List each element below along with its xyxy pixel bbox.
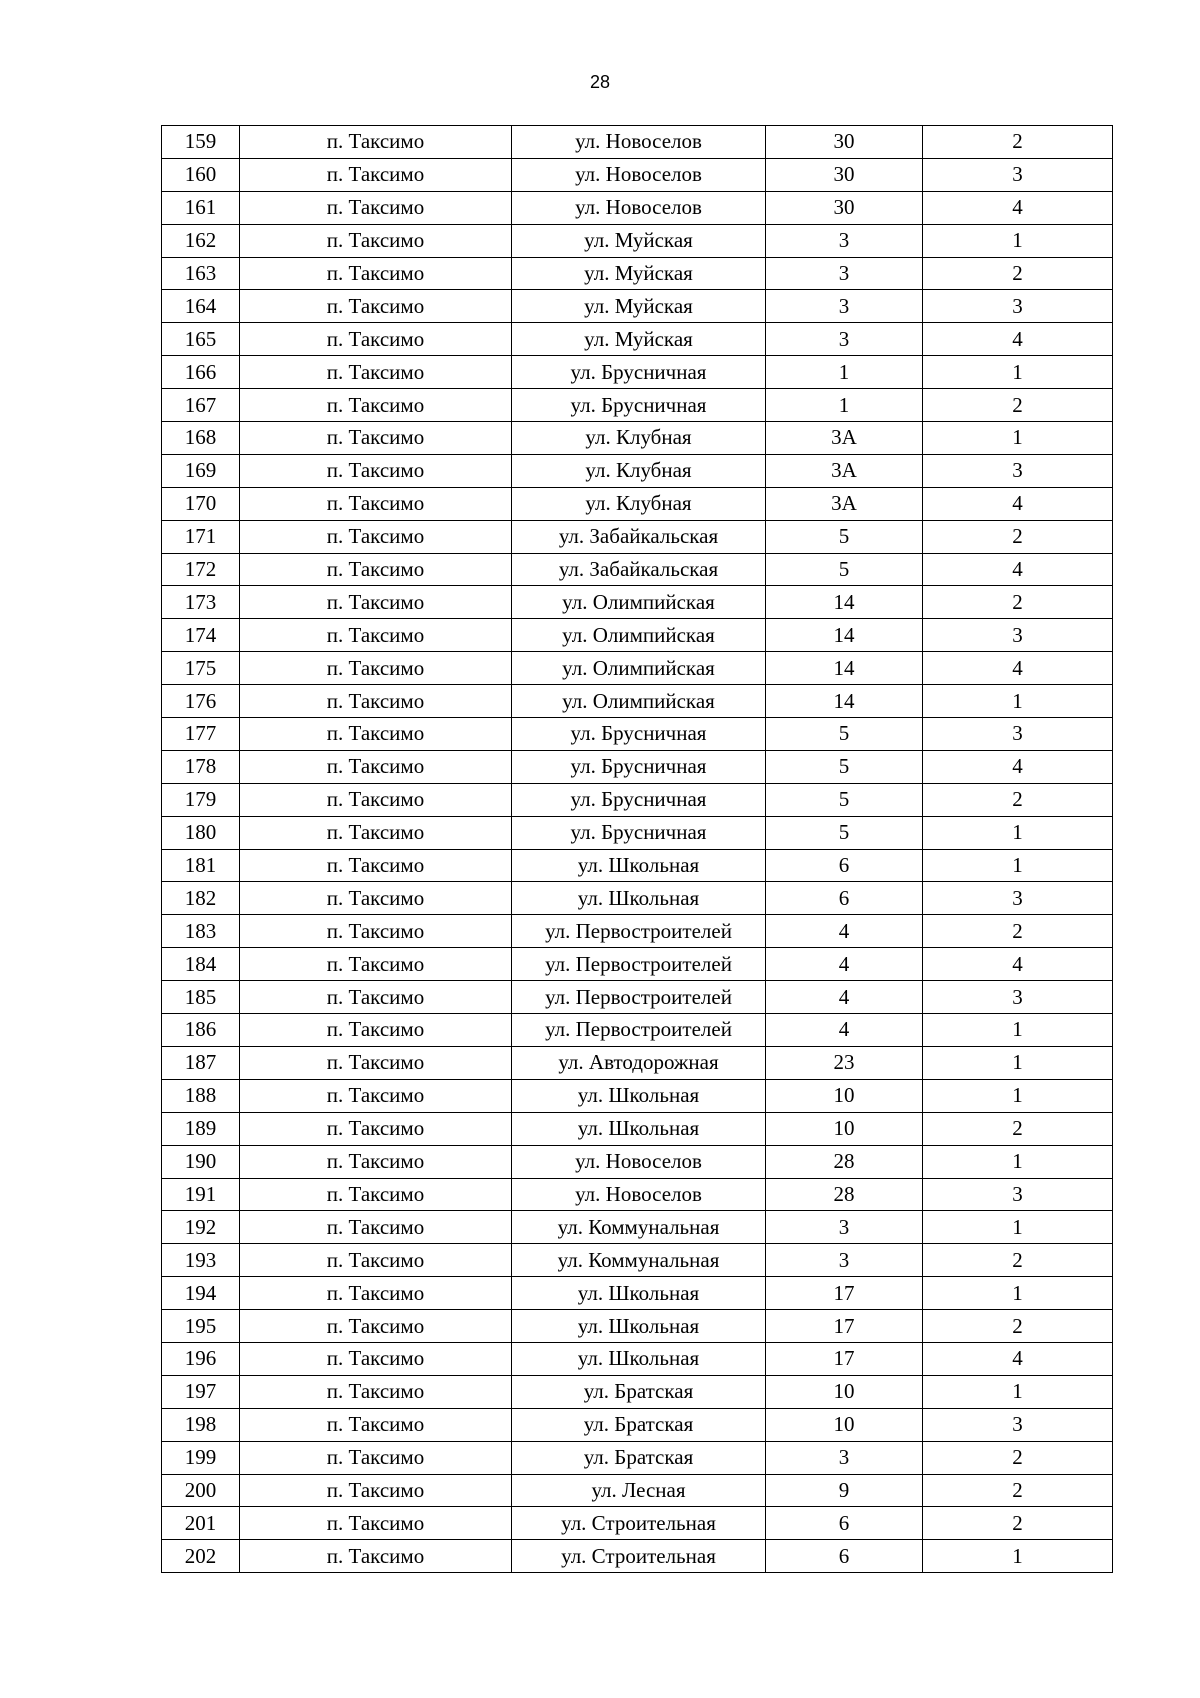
street-cell: ул. Первостроителей — [512, 981, 766, 1014]
house-number-cell: 1 — [766, 389, 923, 422]
street-cell: ул. Строительная — [512, 1507, 766, 1540]
table-row — [162, 224, 1113, 257]
house-number-cell: 6 — [766, 849, 923, 882]
house-number-cell: 3 — [766, 1244, 923, 1277]
row-number-cell: 164 — [162, 290, 240, 323]
row-number-cell: 168 — [162, 422, 240, 455]
settlement-cell: п. Таксимо — [240, 224, 512, 257]
settlement-cell: п. Таксимо — [240, 1441, 512, 1474]
row-number-cell: 176 — [162, 685, 240, 718]
table-row — [162, 619, 1113, 652]
row-number-cell: 173 — [162, 586, 240, 619]
settlement-cell: п. Таксимо — [240, 849, 512, 882]
table-row — [162, 586, 1113, 619]
settlement-cell: п. Таксимо — [240, 487, 512, 520]
settlement-cell: п. Таксимо — [240, 1244, 512, 1277]
settlement-cell: п. Таксимо — [240, 1310, 512, 1343]
table-row — [162, 1046, 1113, 1079]
street-cell: ул. Муйская — [512, 323, 766, 356]
table-row — [162, 783, 1113, 816]
street-cell: ул. Новоселов — [512, 158, 766, 191]
house-number-cell: 14 — [766, 685, 923, 718]
apartment-number-cell: 4 — [923, 487, 1113, 520]
house-number-cell: 4 — [766, 915, 923, 948]
row-number-cell: 174 — [162, 619, 240, 652]
settlement-cell: п. Таксимо — [240, 652, 512, 685]
row-number-cell: 180 — [162, 816, 240, 849]
row-number-cell: 172 — [162, 553, 240, 586]
house-number-cell: 14 — [766, 652, 923, 685]
table-row — [162, 356, 1113, 389]
house-number-cell: 5 — [766, 750, 923, 783]
street-cell: ул. Строительная — [512, 1540, 766, 1573]
house-number-cell: 10 — [766, 1079, 923, 1112]
table-row — [162, 126, 1113, 159]
settlement-cell: п. Таксимо — [240, 520, 512, 553]
table-row — [162, 948, 1113, 981]
apartment-number-cell: 1 — [923, 1277, 1113, 1310]
house-number-cell: 14 — [766, 619, 923, 652]
street-cell: ул. Лесная — [512, 1474, 766, 1507]
table-row — [162, 389, 1113, 422]
row-number-cell: 202 — [162, 1540, 240, 1573]
house-number-cell: 6 — [766, 882, 923, 915]
apartment-number-cell: 1 — [923, 1540, 1113, 1573]
street-cell: ул. Новоселов — [512, 191, 766, 224]
table-row — [162, 454, 1113, 487]
table-row — [162, 882, 1113, 915]
apartment-number-cell: 3 — [923, 290, 1113, 323]
row-number-cell: 191 — [162, 1178, 240, 1211]
street-cell: ул. Брусничная — [512, 389, 766, 422]
street-cell: ул. Муйская — [512, 290, 766, 323]
apartment-number-cell: 2 — [923, 586, 1113, 619]
house-number-cell: 5 — [766, 553, 923, 586]
apartment-number-cell: 3 — [923, 1408, 1113, 1441]
street-cell: ул. Школьная — [512, 1342, 766, 1375]
row-number-cell: 177 — [162, 718, 240, 751]
street-cell: ул. Новоселов — [512, 126, 766, 159]
apartment-number-cell: 1 — [923, 685, 1113, 718]
street-cell: ул. Коммунальная — [512, 1211, 766, 1244]
street-cell: ул. Школьная — [512, 1079, 766, 1112]
street-cell: ул. Автодорожная — [512, 1046, 766, 1079]
apartment-number-cell: 2 — [923, 1310, 1113, 1343]
table-row — [162, 1178, 1113, 1211]
settlement-cell: п. Таксимо — [240, 619, 512, 652]
house-number-cell: 17 — [766, 1310, 923, 1343]
table-row — [162, 1408, 1113, 1441]
apartment-number-cell: 1 — [923, 816, 1113, 849]
street-cell: ул. Олимпийская — [512, 619, 766, 652]
house-number-cell: 10 — [766, 1112, 923, 1145]
row-number-cell: 199 — [162, 1441, 240, 1474]
apartment-number-cell: 2 — [923, 389, 1113, 422]
table-row — [162, 1277, 1113, 1310]
row-number-cell: 195 — [162, 1310, 240, 1343]
settlement-cell: п. Таксимо — [240, 1145, 512, 1178]
table-row — [162, 1441, 1113, 1474]
street-cell: ул. Клубная — [512, 454, 766, 487]
table-row — [162, 1014, 1113, 1047]
street-cell: ул. Новоселов — [512, 1145, 766, 1178]
apartment-number-cell: 1 — [923, 224, 1113, 257]
settlement-cell: п. Таксимо — [240, 1507, 512, 1540]
table-row — [162, 718, 1113, 751]
house-number-cell: 28 — [766, 1178, 923, 1211]
apartment-number-cell: 2 — [923, 915, 1113, 948]
table-row — [162, 915, 1113, 948]
apartment-number-cell: 1 — [923, 1046, 1113, 1079]
table-row — [162, 685, 1113, 718]
settlement-cell: п. Таксимо — [240, 882, 512, 915]
street-cell: ул. Коммунальная — [512, 1244, 766, 1277]
street-cell: ул. Забайкальская — [512, 520, 766, 553]
row-number-cell: 182 — [162, 882, 240, 915]
house-number-cell: 3 — [766, 257, 923, 290]
table-row — [162, 422, 1113, 455]
table-row — [162, 1507, 1113, 1540]
settlement-cell: п. Таксимо — [240, 1540, 512, 1573]
apartment-number-cell: 2 — [923, 126, 1113, 159]
house-number-cell: 6 — [766, 1507, 923, 1540]
row-number-cell: 185 — [162, 981, 240, 1014]
street-cell: ул. Школьная — [512, 849, 766, 882]
settlement-cell: п. Таксимо — [240, 257, 512, 290]
house-number-cell: 5 — [766, 520, 923, 553]
apartment-number-cell: 4 — [923, 191, 1113, 224]
settlement-cell: п. Таксимо — [240, 1112, 512, 1145]
street-cell: ул. Первостроителей — [512, 915, 766, 948]
table-row — [162, 1211, 1113, 1244]
table-row — [162, 816, 1113, 849]
apartment-number-cell: 3 — [923, 158, 1113, 191]
house-number-cell: 6 — [766, 1540, 923, 1573]
apartment-number-cell: 1 — [923, 356, 1113, 389]
settlement-cell: п. Таксимо — [240, 1474, 512, 1507]
house-number-cell: 4 — [766, 948, 923, 981]
row-number-cell: 165 — [162, 323, 240, 356]
house-number-cell: 9 — [766, 1474, 923, 1507]
table-row — [162, 849, 1113, 882]
row-number-cell: 192 — [162, 1211, 240, 1244]
apartment-number-cell: 2 — [923, 1474, 1113, 1507]
row-number-cell: 194 — [162, 1277, 240, 1310]
row-number-cell: 189 — [162, 1112, 240, 1145]
house-number-cell: 5 — [766, 718, 923, 751]
settlement-cell: п. Таксимо — [240, 1178, 512, 1211]
house-number-cell: 5 — [766, 783, 923, 816]
apartment-number-cell: 1 — [923, 849, 1113, 882]
row-number-cell: 167 — [162, 389, 240, 422]
row-number-cell: 183 — [162, 915, 240, 948]
table-row — [162, 1145, 1113, 1178]
street-cell: ул. Первостроителей — [512, 948, 766, 981]
table-row — [162, 323, 1113, 356]
row-number-cell: 198 — [162, 1408, 240, 1441]
settlement-cell: п. Таксимо — [240, 454, 512, 487]
row-number-cell: 193 — [162, 1244, 240, 1277]
row-number-cell: 184 — [162, 948, 240, 981]
table-row — [162, 1244, 1113, 1277]
settlement-cell: п. Таксимо — [240, 191, 512, 224]
settlement-cell: п. Таксимо — [240, 1342, 512, 1375]
settlement-cell: п. Таксимо — [240, 750, 512, 783]
apartment-number-cell: 4 — [923, 750, 1113, 783]
apartment-number-cell: 3 — [923, 981, 1113, 1014]
row-number-cell: 169 — [162, 454, 240, 487]
street-cell: ул. Клубная — [512, 487, 766, 520]
row-number-cell: 166 — [162, 356, 240, 389]
address-table — [161, 125, 1113, 1573]
street-cell: ул. Брусничная — [512, 783, 766, 816]
apartment-number-cell: 2 — [923, 257, 1113, 290]
apartment-number-cell: 1 — [923, 1375, 1113, 1408]
apartment-number-cell: 2 — [923, 1507, 1113, 1540]
row-number-cell: 201 — [162, 1507, 240, 1540]
house-number-cell: 30 — [766, 158, 923, 191]
street-cell: ул. Брусничная — [512, 356, 766, 389]
apartment-number-cell: 2 — [923, 1112, 1113, 1145]
street-cell: ул. Муйская — [512, 224, 766, 257]
street-cell: ул. Школьная — [512, 1277, 766, 1310]
row-number-cell: 179 — [162, 783, 240, 816]
settlement-cell: п. Таксимо — [240, 816, 512, 849]
settlement-cell: п. Таксимо — [240, 389, 512, 422]
house-number-cell: 10 — [766, 1375, 923, 1408]
settlement-cell: п. Таксимо — [240, 685, 512, 718]
house-number-cell: 30 — [766, 191, 923, 224]
settlement-cell: п. Таксимо — [240, 981, 512, 1014]
row-number-cell: 188 — [162, 1079, 240, 1112]
table-row — [162, 750, 1113, 783]
table-row — [162, 1540, 1113, 1573]
apartment-number-cell: 1 — [923, 1014, 1113, 1047]
row-number-cell: 190 — [162, 1145, 240, 1178]
street-cell: ул. Забайкальская — [512, 553, 766, 586]
house-number-cell: 17 — [766, 1277, 923, 1310]
house-number-cell: 10 — [766, 1408, 923, 1441]
row-number-cell: 170 — [162, 487, 240, 520]
street-cell: ул. Братская — [512, 1408, 766, 1441]
street-cell: ул. Первостроителей — [512, 1014, 766, 1047]
table-row — [162, 1112, 1113, 1145]
table-row — [162, 290, 1113, 323]
street-cell: ул. Брусничная — [512, 750, 766, 783]
house-number-cell: 3А — [766, 487, 923, 520]
settlement-cell: п. Таксимо — [240, 1079, 512, 1112]
settlement-cell: п. Таксимо — [240, 422, 512, 455]
apartment-number-cell: 4 — [923, 652, 1113, 685]
table-row — [162, 1474, 1113, 1507]
row-number-cell: 171 — [162, 520, 240, 553]
house-number-cell: 3 — [766, 1441, 923, 1474]
apartment-number-cell: 4 — [923, 553, 1113, 586]
row-number-cell: 187 — [162, 1046, 240, 1079]
apartment-number-cell: 3 — [923, 619, 1113, 652]
house-number-cell: 3 — [766, 1211, 923, 1244]
table-row — [162, 1310, 1113, 1343]
settlement-cell: п. Таксимо — [240, 915, 512, 948]
apartment-number-cell: 3 — [923, 882, 1113, 915]
table-row — [162, 520, 1113, 553]
apartment-number-cell: 1 — [923, 1079, 1113, 1112]
row-number-cell: 200 — [162, 1474, 240, 1507]
apartment-number-cell: 4 — [923, 323, 1113, 356]
table-row — [162, 1079, 1113, 1112]
settlement-cell: п. Таксимо — [240, 323, 512, 356]
settlement-cell: п. Таксимо — [240, 1408, 512, 1441]
row-number-cell: 159 — [162, 126, 240, 159]
row-number-cell: 161 — [162, 191, 240, 224]
apartment-number-cell: 1 — [923, 422, 1113, 455]
settlement-cell: п. Таксимо — [240, 1277, 512, 1310]
house-number-cell: 30 — [766, 126, 923, 159]
house-number-cell: 4 — [766, 1014, 923, 1047]
street-cell: ул. Школьная — [512, 882, 766, 915]
table-row — [162, 1375, 1113, 1408]
table-row — [162, 487, 1113, 520]
house-number-cell: 17 — [766, 1342, 923, 1375]
apartment-number-cell: 3 — [923, 1178, 1113, 1211]
settlement-cell: п. Таксимо — [240, 1014, 512, 1047]
row-number-cell: 196 — [162, 1342, 240, 1375]
house-number-cell: 3 — [766, 224, 923, 257]
apartment-number-cell: 2 — [923, 783, 1113, 816]
house-number-cell: 3А — [766, 422, 923, 455]
house-number-cell: 23 — [766, 1046, 923, 1079]
settlement-cell: п. Таксимо — [240, 1375, 512, 1408]
street-cell: ул. Братская — [512, 1375, 766, 1408]
row-number-cell: 163 — [162, 257, 240, 290]
settlement-cell: п. Таксимо — [240, 718, 512, 751]
row-number-cell: 162 — [162, 224, 240, 257]
house-number-cell: 28 — [766, 1145, 923, 1178]
settlement-cell: п. Таксимо — [240, 783, 512, 816]
settlement-cell: п. Таксимо — [240, 1046, 512, 1079]
address-table-body — [162, 126, 1113, 1573]
settlement-cell: п. Таксимо — [240, 126, 512, 159]
apartment-number-cell: 2 — [923, 1244, 1113, 1277]
settlement-cell: п. Таксимо — [240, 1211, 512, 1244]
row-number-cell: 178 — [162, 750, 240, 783]
table-row — [162, 257, 1113, 290]
settlement-cell: п. Таксимо — [240, 356, 512, 389]
street-cell: ул. Новоселов — [512, 1178, 766, 1211]
table-row — [162, 981, 1113, 1014]
row-number-cell: 160 — [162, 158, 240, 191]
apartment-number-cell: 2 — [923, 520, 1113, 553]
apartment-number-cell: 4 — [923, 1342, 1113, 1375]
apartment-number-cell: 1 — [923, 1145, 1113, 1178]
apartment-number-cell: 4 — [923, 948, 1113, 981]
apartment-number-cell: 1 — [923, 1211, 1113, 1244]
street-cell: ул. Школьная — [512, 1310, 766, 1343]
house-number-cell: 3 — [766, 323, 923, 356]
apartment-number-cell: 3 — [923, 718, 1113, 751]
street-cell: ул. Олимпийская — [512, 685, 766, 718]
settlement-cell: п. Таксимо — [240, 553, 512, 586]
table-row — [162, 553, 1113, 586]
page-number: 28 — [589, 72, 611, 92]
street-cell: ул. Клубная — [512, 422, 766, 455]
apartment-number-cell: 3 — [923, 454, 1113, 487]
house-number-cell: 1 — [766, 356, 923, 389]
house-number-cell: 14 — [766, 586, 923, 619]
table-row — [162, 1342, 1113, 1375]
row-number-cell: 181 — [162, 849, 240, 882]
street-cell: ул. Школьная — [512, 1112, 766, 1145]
apartment-number-cell: 2 — [923, 1441, 1113, 1474]
row-number-cell: 175 — [162, 652, 240, 685]
settlement-cell: п. Таксимо — [240, 948, 512, 981]
table-row — [162, 191, 1113, 224]
street-cell: ул. Олимпийская — [512, 586, 766, 619]
street-cell: ул. Братская — [512, 1441, 766, 1474]
house-number-cell: 3А — [766, 454, 923, 487]
row-number-cell: 186 — [162, 1014, 240, 1047]
table-row — [162, 158, 1113, 191]
settlement-cell: п. Таксимо — [240, 158, 512, 191]
settlement-cell: п. Таксимо — [240, 586, 512, 619]
settlement-cell: п. Таксимо — [240, 290, 512, 323]
table-row — [162, 652, 1113, 685]
street-cell: ул. Муйская — [512, 257, 766, 290]
house-number-cell: 4 — [766, 981, 923, 1014]
street-cell: ул. Брусничная — [512, 816, 766, 849]
house-number-cell: 5 — [766, 816, 923, 849]
row-number-cell: 197 — [162, 1375, 240, 1408]
house-number-cell: 3 — [766, 290, 923, 323]
street-cell: ул. Олимпийская — [512, 652, 766, 685]
street-cell: ул. Брусничная — [512, 718, 766, 751]
